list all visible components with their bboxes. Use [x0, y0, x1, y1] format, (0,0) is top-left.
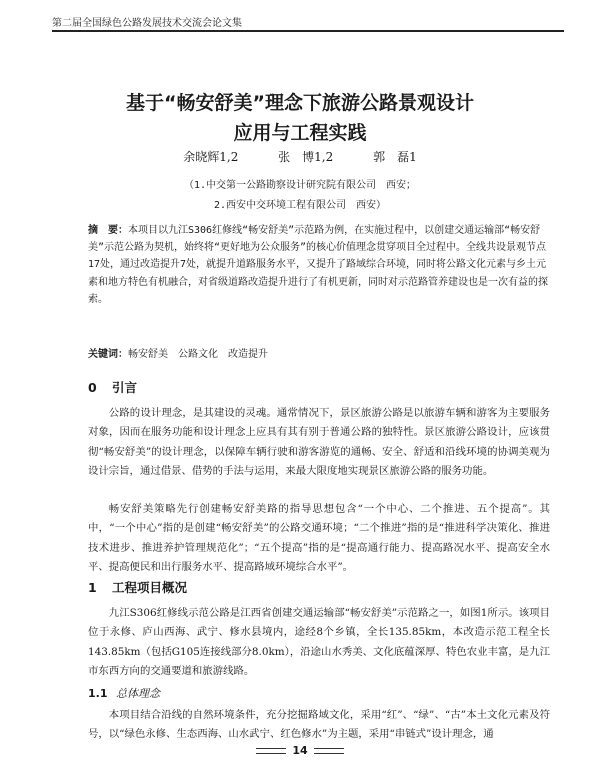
- paper-title-line2: 应用与工程实践: [233, 122, 367, 144]
- paragraph-intro-1: 公路的设计理念，是其建设的灵魂。通常情况下，景区旅游公路是以旅游车辆和游客为主要服务对象，因而在服务功能和设计理念上应具有其有别于普通公路的独特性。景区旅游公路设计，应该贯彻“畅安舒美”的设计理念，以保障车辆行驶和游客游览的通畅、安全、舒适和沿线环境的协调美观为设计宗旨，通过借景、借势的手法与运用，来最大限度地实现景区旅游公路的服务功能。: [88, 407, 550, 477]
- keywords-label: 关键词：: [88, 349, 128, 360]
- section-title: 工程项目概况: [112, 580, 188, 595]
- abstract-label: 摘 要：: [88, 225, 128, 236]
- author-1: 余晓辉1,2: [183, 150, 239, 164]
- page-number: 14: [292, 744, 308, 757]
- paragraph-overall-concept: 本项目结合沿线的自然环境条件，充分挖掘路域文化，采用“红”、“绿”、“古”本土文化元素及符号，以“绿色永修、生态西海、山水武宁、红色修水”为主题，采用“串链式”设计理念，通: [88, 709, 550, 741]
- paragraph-intro-2: 畅安舒美策略先行创建畅安舒美路的指导思想包含“一个中心、二个推进、五个提高”。其中，“一个中心”指的是创建“畅安舒美”的公路交通环境；“二个推进”指的是“推进科学决策化、推进技术进步、推进养护管理规范化”；“五个提高”指的是“提高通行能力、提高路况水平、提高安全水平、提高便民和出行服务水平、提高路域环境综合水平”。: [88, 503, 550, 573]
- author-list: [0, 148, 600, 165]
- section-number: 1: [88, 580, 97, 595]
- keywords-text: 畅安舒美 公路文化 改造提升: [128, 349, 268, 360]
- section-number: 0: [88, 380, 97, 395]
- affiliation-2: 2.西安中交环境工程有限公司 西安）: [213, 200, 387, 211]
- subsection-title: 总体理念: [116, 687, 160, 700]
- paragraph-project-overview: 九江S306红修线示范公路是江西省创建交通运输部“畅安舒美”示范路之一，如图1所示。该项目位于永修、庐山西海、武宁、修水县境内，途经8个乡镇，全长135.85km，本改造示范工程全长143.85km（包括G105连接线部分8.0km），沿途山水秀美、文化底蕴深厚、特色农业丰富，是九江市东西方向的交通要道和旅游线路。: [88, 607, 550, 677]
- affiliation-1: （1.中交第一公路勘察设计研究院有限公司 西安；: [183, 180, 417, 191]
- author-3: 郭 磊1: [373, 150, 417, 164]
- abstract: [88, 222, 550, 308]
- footer-ornament-left: [256, 748, 286, 754]
- journal-header: 第二届全国绿色公路发展技术交流会论文集: [52, 18, 242, 29]
- page-footer: [0, 744, 600, 757]
- section-heading-0: [88, 378, 137, 396]
- keywords: [88, 345, 550, 360]
- abstract-text: 本项目以九江S306红修线“畅安舒美”示范路为例，在实施过程中，以创建交通运输部“畅安舒美”示范公路为契机，始终将“更好地为公众服务”的核心价值理念贯穿项目全过程中。全线共设景观节点17处，通过改造提升7处，就提升道路服务水平，又提升了路域综合环境，同时将公路文化元素与乡土元素和地方特色有机融合，对省级道路改造提升进行了有机更新，同时对示范路管养建设也是一次有益的探索。: [88, 225, 548, 305]
- subsection-number: 1.1: [88, 687, 108, 700]
- subsection-heading-1-1: [88, 685, 160, 701]
- section-heading-1: [88, 578, 187, 596]
- footer-ornament-right: [314, 748, 344, 754]
- section-title: 引言: [112, 380, 138, 395]
- paper-title-line1: 基于“畅安舒美”理念下旅游公路景观设计: [126, 92, 474, 114]
- author-2: 张 博1,2: [278, 150, 334, 164]
- header-rule: [52, 30, 564, 32]
